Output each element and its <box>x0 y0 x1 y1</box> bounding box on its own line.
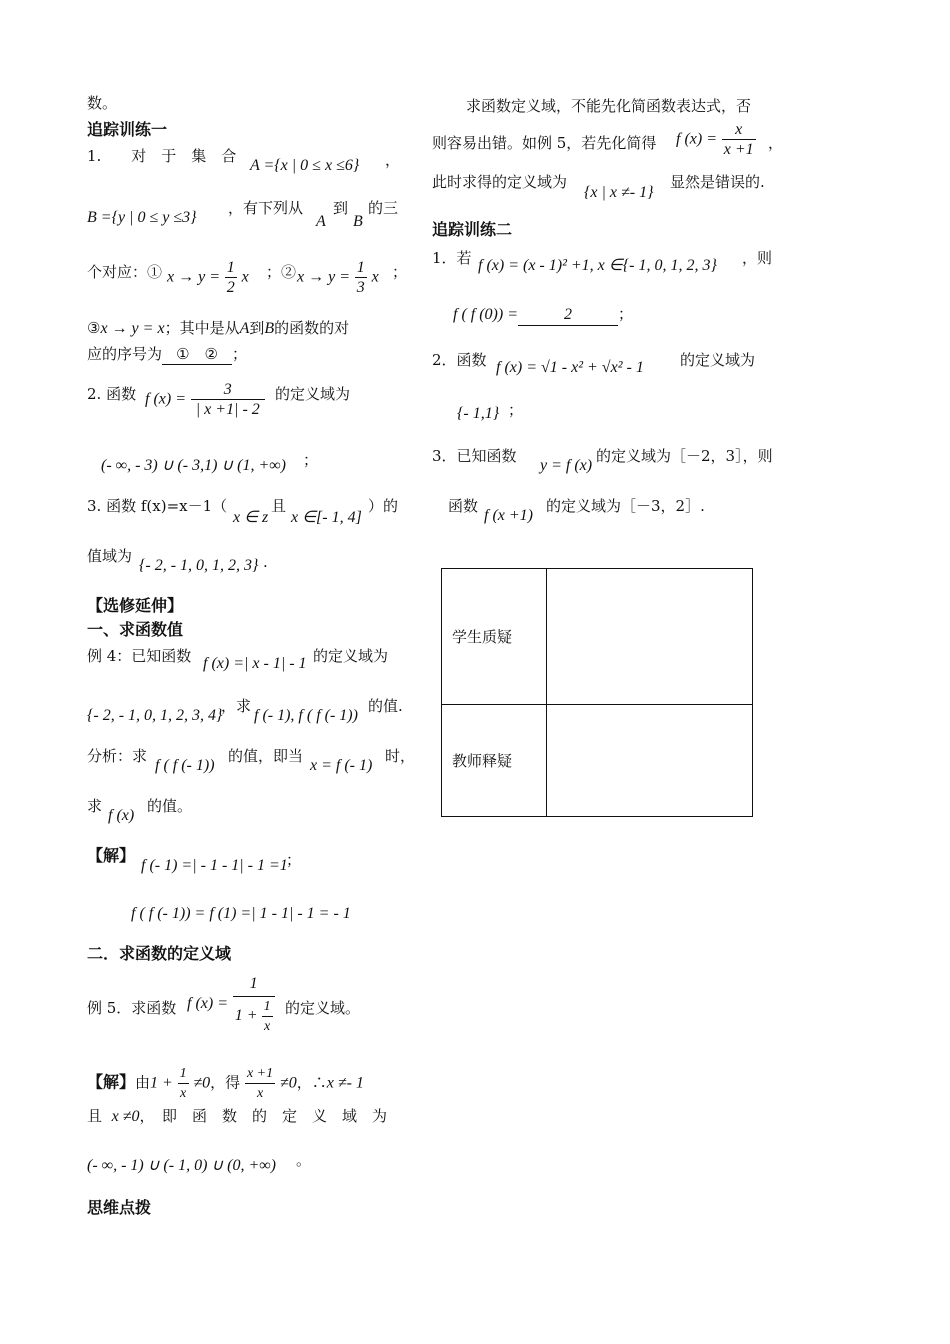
p3-cond2: x ∈[- 1, 4] <box>291 509 362 526</box>
p2-text-b: 的定义域为 <box>275 385 351 403</box>
analysis-intro: 分析：求 <box>87 747 148 765</box>
note-line3-text: 此时求得的定义域为 <box>432 173 568 191</box>
analysis-text-b: 的值，即当 <box>228 747 304 765</box>
p1-b-var: B <box>353 213 363 230</box>
track2-heading: 追踪训练二 <box>432 220 513 239</box>
solution-label: 【解】 <box>87 846 136 865</box>
ex4-domain: {- 2, - 1, 0, 1, 2, 3, 4} <box>87 707 223 724</box>
q3-function: y = f (x) <box>540 457 593 474</box>
p1-to: 到 <box>333 199 349 217</box>
solution-line1: f (- 1) =| - 1 - 1| - 1 =1 <box>141 857 288 874</box>
qa-row-student <box>442 569 753 705</box>
student-questions-label: 学生质疑 <box>442 569 547 705</box>
ex4-query: f (- 1), f ( f (- 1)) <box>254 707 358 724</box>
p3-cond1: x ∈ z <box>233 509 269 526</box>
p3-intro: 3. 函数 f(x)=x－1（ <box>87 497 228 515</box>
section1-heading: 一、求函数值 <box>87 620 184 639</box>
continuation-text: 数。 <box>87 94 118 112</box>
analysis-text-c: 时， <box>385 747 416 765</box>
q2-text-b: 的定义域为 <box>680 351 756 369</box>
p1-a-var: A <box>316 213 326 230</box>
p1-answer: ① ② <box>162 344 232 365</box>
solution-line2: f ( f (- 1)) = f (1) =| 1 - 1| - 1 = - 1 <box>131 905 351 922</box>
p2-text-c: ； <box>303 451 319 469</box>
analysis-expr1: f ( f (- 1)) <box>155 757 215 774</box>
q1-answer: 2 <box>518 305 618 326</box>
ex5-intro: 例 5．求函数 <box>87 999 177 1017</box>
p1-text-f: ； <box>392 263 408 281</box>
p1-set-a: A ={x | 0 ≤ x ≤6} <box>250 157 360 174</box>
teacher-answers-cell[interactable] <box>547 705 753 817</box>
p1-text-c: 的三 <box>368 199 399 217</box>
p3-answer: {- 2, - 1, 0, 1, 2, 3} <box>139 557 259 574</box>
q3-text-b: 的定义域为［－2，3］，则 <box>596 447 773 465</box>
teacher-answers-label: 教师释疑 <box>442 705 547 817</box>
p1-text-e: ；② <box>266 263 297 281</box>
note-line2-text: 则容易出错。如例 5，若先化简得 <box>432 134 657 152</box>
q1-text-b: ，则 <box>742 249 773 267</box>
q2-intro: 2．函数 <box>432 351 487 369</box>
p1-intro: 1. 对 于 集 合 <box>87 147 237 165</box>
note-comma: ， <box>768 134 784 152</box>
p1-comma: ， <box>385 151 401 169</box>
q3-function2: f (x +1) <box>484 507 533 524</box>
p3-text-e: . <box>263 553 268 571</box>
q3-text-d: 的定义域为［－3，2］. <box>546 497 705 515</box>
p1-map1: x → y = $\frac{1}{2}$ x <box>167 259 249 296</box>
q2-answer: {- 1,1} <box>457 405 500 422</box>
ex5-formula: f (x) = 1 1 + $\frac{1}{x}$ <box>187 972 275 1036</box>
p1-line3: ③x → y = x；其中是从A到B的函数的对 <box>87 319 350 337</box>
p1-line4: 应的序号为 ① ② ； <box>87 345 248 363</box>
p2-formula: f (x) = $\frac{3}{| x +1| - 2}$ <box>145 380 265 419</box>
q2-function: f (x) = √1 - x² + √x² - 1 <box>496 359 644 376</box>
ex5-text-b: 的定义域。 <box>285 999 361 1017</box>
p2-answer: (- ∞, - 3) ∪ (- 3,1) ∪ (1, +∞) <box>101 457 286 474</box>
note-set: {x | x ≠- 1} <box>584 184 654 201</box>
ex4-intro: 例 4：已知函数 <box>87 647 192 665</box>
note-line3-end: 显然是错误的. <box>670 173 765 191</box>
note-line1: 求函数定义域，不能先化简函数表达式，否 <box>466 97 752 115</box>
p3-and: 且 <box>271 497 287 515</box>
section2-heading: 二．求函数的定义域 <box>87 944 232 963</box>
note-formula: f (x) = $\frac{x}{x +1}$ <box>676 121 754 158</box>
ex4-function: f (x) =| x - 1| - 1 <box>203 655 307 672</box>
ex4-text-b: 的定义域为 <box>313 647 389 665</box>
q3-text-c: 函数 <box>448 497 479 515</box>
sol5-line1: 【解】由1 + $\frac{1}{x}$ ≠0，得 $\frac{x +1}{x}$ ≠0，∴x ≠- 1 <box>87 1066 364 1101</box>
analysis-text-e: 的值。 <box>147 797 193 815</box>
q1-function: f (x) = (x - 1)² +1, x ∈{- 1, 0, 1, 2, 3} <box>478 257 717 274</box>
qa-table <box>441 568 753 817</box>
p3-text-d: 值域为 <box>87 547 133 565</box>
p1-map2: x → y = $\frac{1}{3}$ x <box>297 259 379 296</box>
analysis-expr2: x = f (- 1) <box>310 757 373 774</box>
extension-heading: 【选修延伸】 <box>87 596 184 615</box>
student-questions-cell[interactable] <box>547 569 753 705</box>
q2-text-c: ； <box>508 401 524 419</box>
track1-heading: 追踪训练一 <box>87 120 168 139</box>
sol5-answer: (- ∞, - 1) ∪ (- 1, 0) ∪ (0, +∞) <box>87 1157 276 1174</box>
p1-text-b: ，有下列从 <box>228 199 304 217</box>
p2-intro: 2. 函数 <box>87 385 137 403</box>
ex4-text-c: ，求 <box>221 697 252 715</box>
p1-set-b: B ={y | 0 ≤ y ≤3} <box>87 209 197 226</box>
q1-line2: f ( f (0)) = 2 ； <box>453 304 633 326</box>
q3-intro: 3．已知函数 <box>432 447 517 465</box>
analysis-text-d: 求 <box>87 797 103 815</box>
sol5-line2: 且 x ≠0， 即 函 数 的 定 义 域 为 <box>87 1107 387 1125</box>
thinking-heading: 思维点拨 <box>87 1198 152 1217</box>
solution-line1-end: ； <box>286 851 302 869</box>
analysis-expr3: f (x) <box>108 807 135 824</box>
sol5-end: 。 <box>296 1151 312 1169</box>
q1-intro: 1．若 <box>432 249 472 267</box>
p1-text-d: 个对应：① <box>87 263 163 281</box>
p3-text-c: ）的 <box>368 497 399 515</box>
ex4-text-d: 的值. <box>368 697 403 715</box>
qa-row-teacher <box>442 705 753 817</box>
